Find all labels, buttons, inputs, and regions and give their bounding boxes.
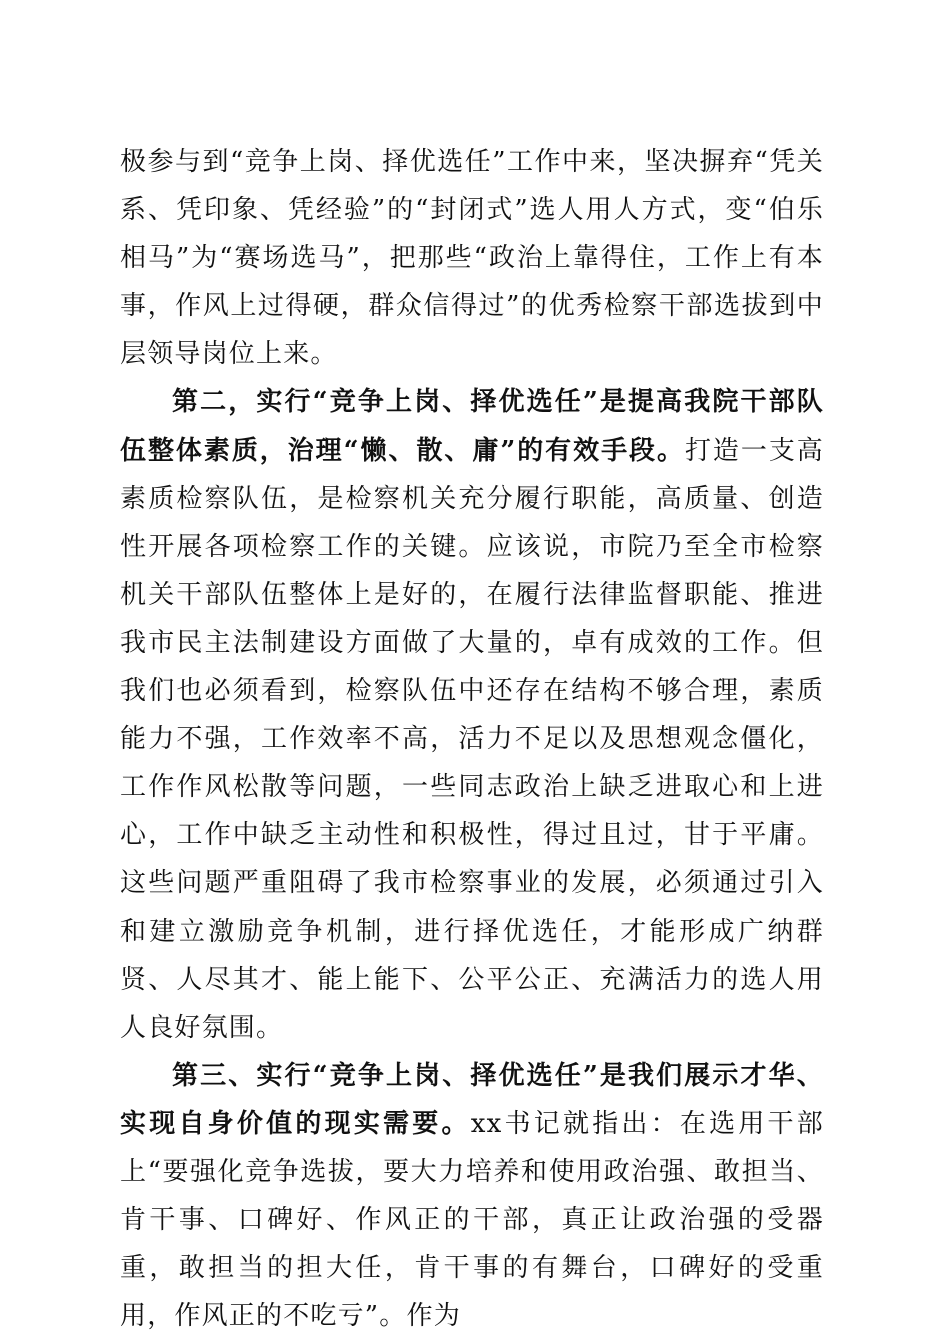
paragraph-text: 打造一支高素质检察队伍，是检察机关充分履行职能，高质量、创造性开展各项检察工作的关键。应该说，市院乃至全市检察机关干部队伍整体上是好的，在履行法律监督职能、推进我市民主法制建设方面做了大量的，卓有成效的工作。但我们也必须看到，检察队伍中还存在结构不够合理，素质能力不强，工作效率不高，活力不足以及思想观念僵化，工作作风松散等问题，一些同志政治上缺乏进取心和上进心，工作中缺乏主动性和积极性，得过且过，甘于平庸。这些问题严重阻碍了我市检察事业的发展，必须通过引入和建立激励竞争机制，进行择优选任，才能形成广纳群贤、人尽其才、能上能下、公平公正、充满活力的选人用人良好氛围。: [120, 435, 824, 1043]
paragraph-continuation: [120, 138, 824, 378]
paragraph-lead-sentence: 第二，实行“竞争上岗、择优选任”是提高我院干部队伍整体素质，治理“懒、散、庸”的有效手段。: [120, 387, 824, 466]
document-page: [120, 138, 824, 1340]
paragraph-second-point: [120, 378, 824, 1051]
paragraph-lead-sentence: 第三、实行“竞争上岗、择优选任”是我们展示才华、实现自身价值的现实需要。: [120, 1060, 824, 1139]
paragraph-text: xx书记就指出：在选用干部上“要强化竞争选拔，要大力培养和使用政治强、敢担当、肯干事、口碑好、作风正的干部，真正让政治强的受器重，敢担当的担大任，肯干事的有舞台，口碑好的受重用，作风正的不吃亏”。作为: [120, 1108, 824, 1332]
paragraph-text: 极参与到“竞争上岗、择优选任”工作中来，坚决摒弃“凭关系、凭印象、凭经验”的“封闭式”选人用人方式，变“伯乐相马”为“赛场选马”，把那些“政治上靠得住，工作上有本事，作风上过得硬，群众信得过”的优秀检察干部选拔到中层领导岗位上来。: [120, 147, 824, 370]
paragraph-third-point: [120, 1052, 824, 1341]
